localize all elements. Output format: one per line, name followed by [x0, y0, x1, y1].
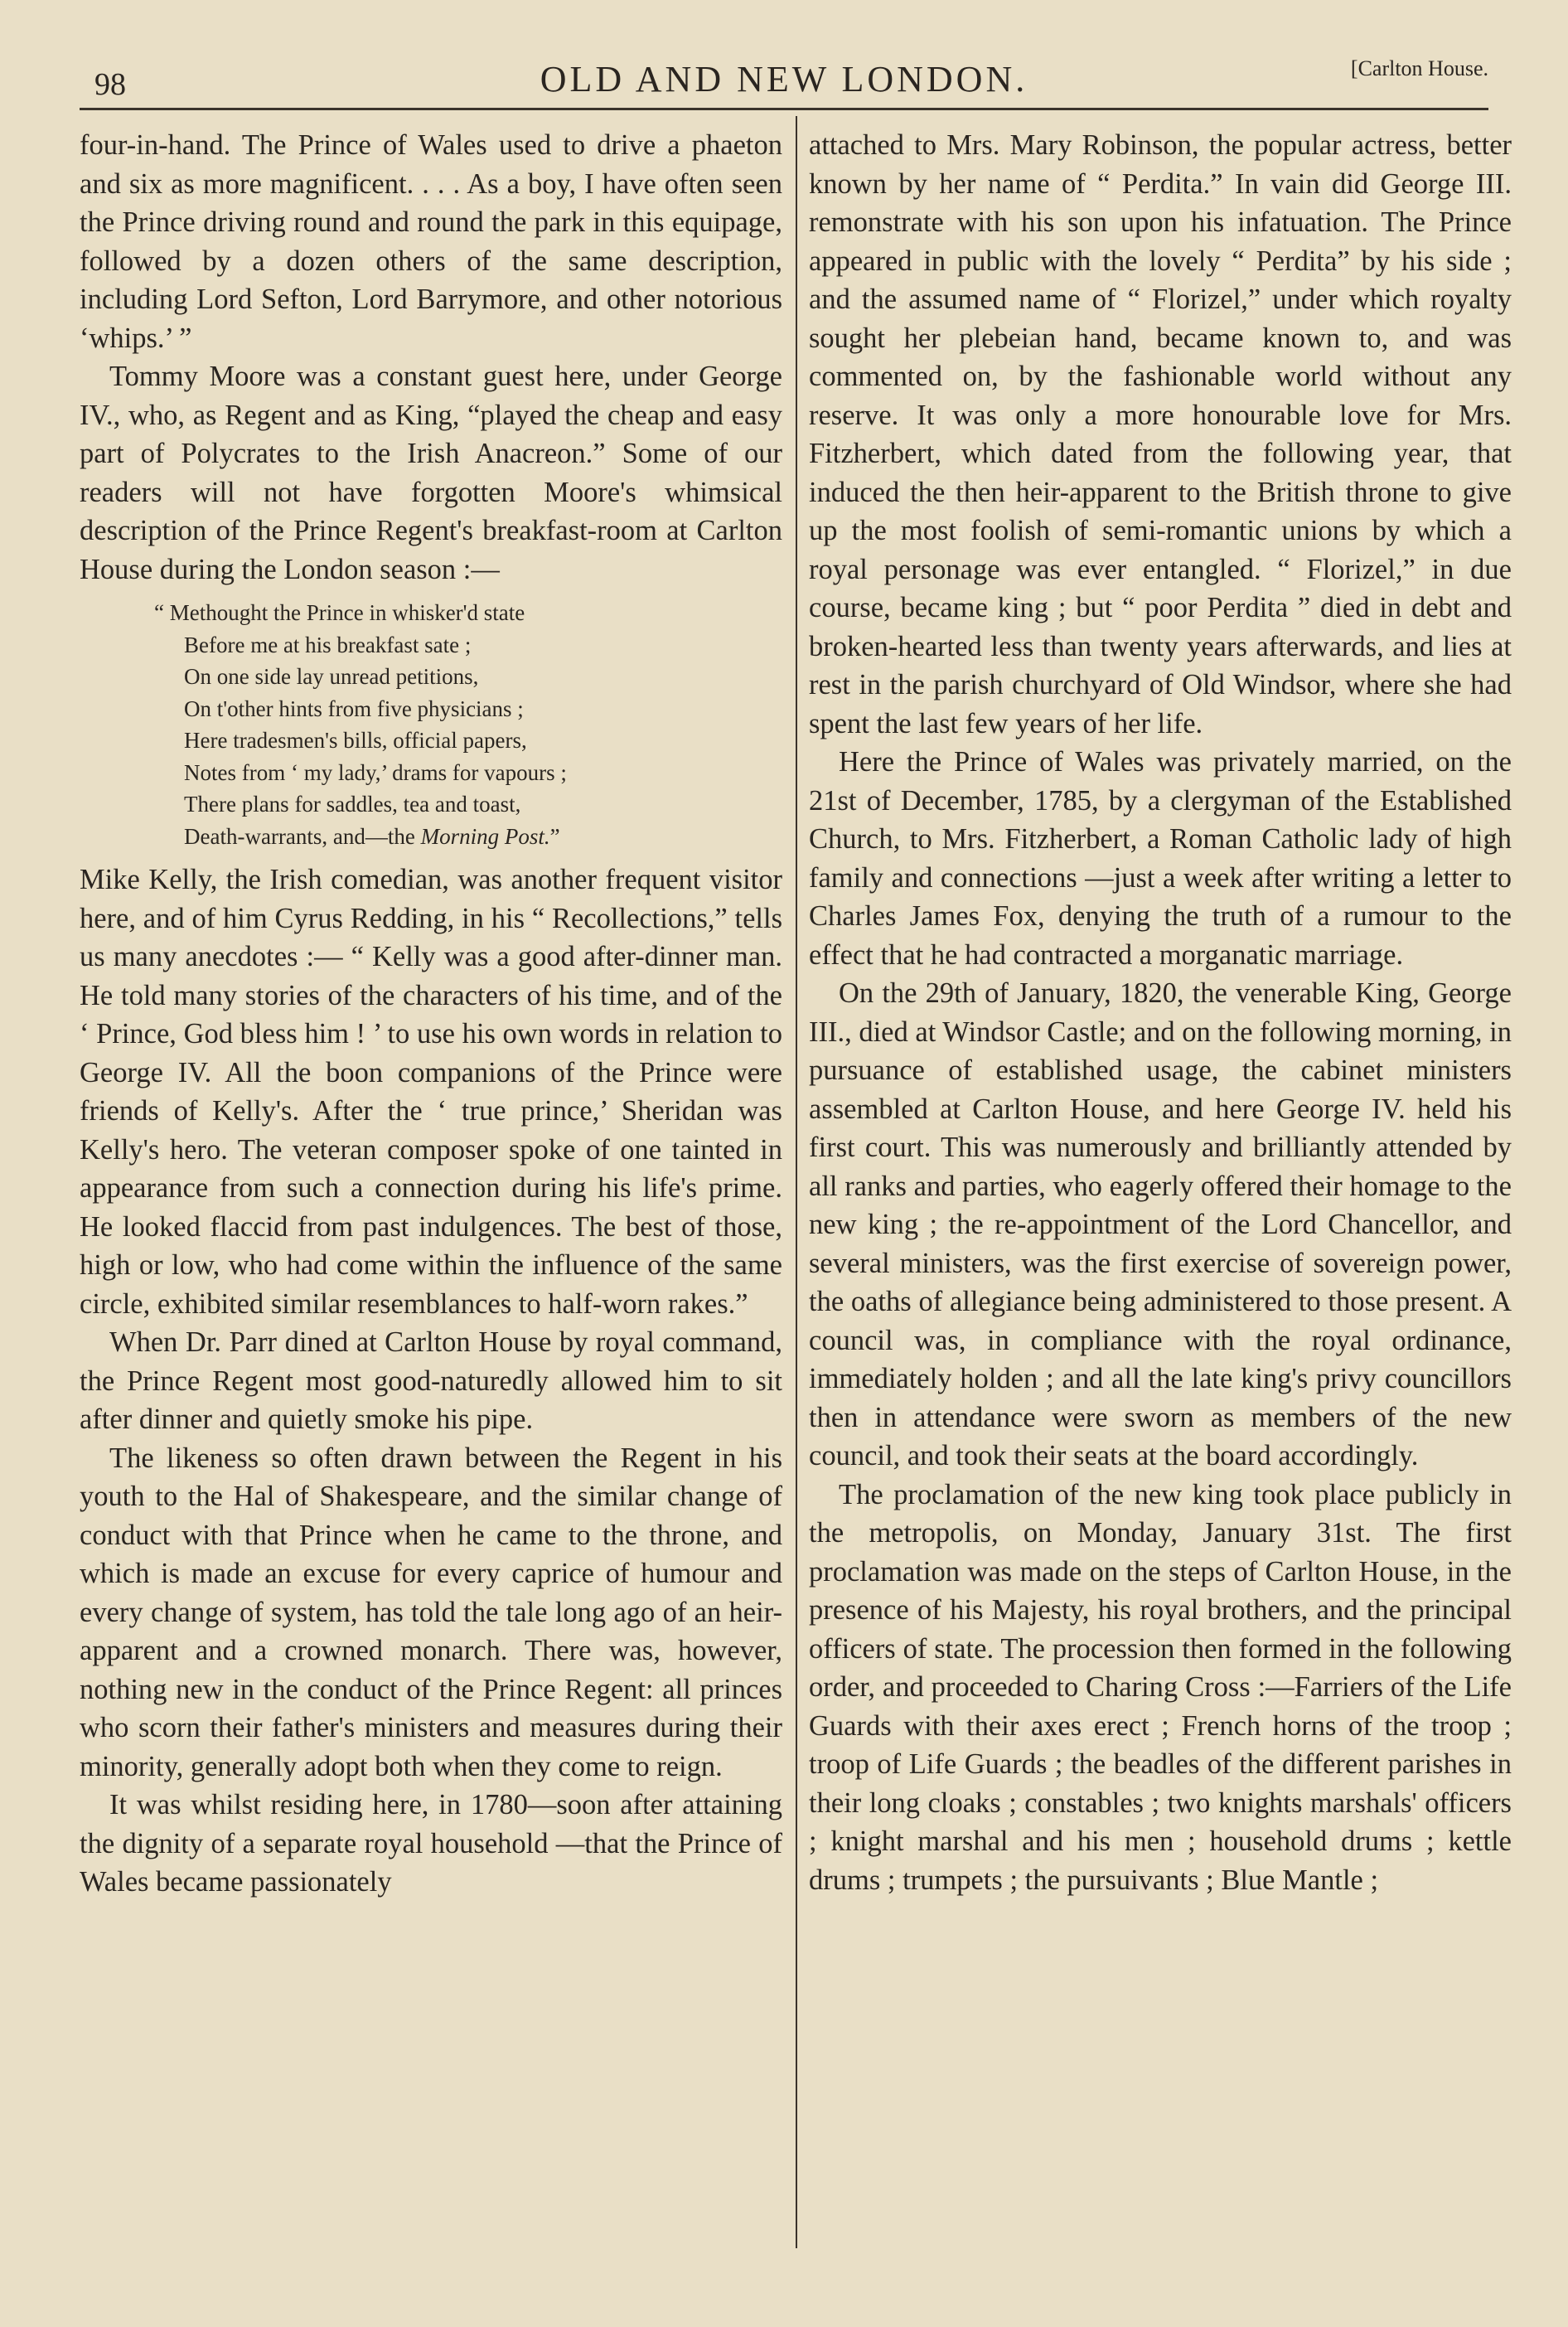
verse-line: Notes from ‘ my lady,’ drams for vapours ; [184, 759, 567, 785]
header-rule [80, 108, 1488, 110]
running-title: OLD AND NEW LONDON. [540, 59, 1028, 99]
page-header [80, 48, 1488, 106]
paragraph: Tommy Moore was a constant guest here, under George IV., who, as Regent and as King, “played the cheap and easy part of Polycrates to the Irish Anacreon.” Some of our readers will not have forgotten Moore's whimsical description of the Prince Regent's breakfast-room at Carlton House during the London season :— [80, 361, 782, 585]
column-divider [796, 116, 797, 2248]
left-column [80, 126, 782, 2248]
verse-line: On one side lay unread petitions, [184, 664, 479, 689]
section-heading: [Carlton House. [1350, 56, 1488, 80]
verse-text: ” [549, 823, 560, 849]
verse-line: Here tradesmen's bills, official papers, [184, 728, 527, 753]
paragraph: Mike Kelly, the Irish comedian, was another frequent visitor here, and of him Cyrus Redding, in his “ Recollections,” tells us many anecdotes :— “ Kelly was a good after-dinner man. He told many stories of the characters of his time, and of the ‘ Prince, God bless him ! ’ to use his own words in relation to George IV. All the boon companions of the Prince were friends of Kelly's. After the ‘ true prince,’ Sheridan was Kelly's hero. The veteran composer spoke of one tainted in appearance from such a connection during his life's prime. He looked flaccid from past indulgences. The best of those, high or low, who had come within the influence of the same circle, exhibited similar resemblances to half-worn rakes.” [80, 864, 782, 1320]
verse-line: Before me at his breakfast sate ; [184, 632, 472, 657]
verse-text: Death-warrants, and—the [184, 823, 421, 849]
verse-line: “ Methought the Prince in whisker'd state [154, 600, 525, 625]
verse-line [154, 821, 782, 853]
verse-line: There plans for saddles, tea and toast, [184, 792, 521, 817]
paragraph: The likeness so often drawn between the Regent in his youth to the Hal of Shakespeare, and the similar change of conduct with that Prince when he came to the throne, and which is made an excuse for every caprice of humour and every change of system, has told the tale long ago of an heir-apparent and a crowned monarch. There was, however, nothing new in the conduct of the Prince Regent: all princes who scorn their father's ministers and measures during their minority, generally adopt both when they come to reign. [80, 1442, 782, 1782]
paragraph: It was whilst residing here, in 1780—soon after attaining the dignity of a separate royal household —that the Prince of Wales became passionately [80, 1789, 782, 1898]
paragraph: The proclamation of the new king took place publicly in the metropolis, on Monday, January 31st. The first proclamation was made on the steps of Carlton House, in the presence of his Majesty, his royal brothers, and the principal officers of state. The procession then formed in the following order, and proceeded to Charing Cross :—Farriers of the Life Guards with their axes erect ; French horns of the troop ; troop of Life Guards ; the beadles of the different parishes in their long cloaks ; constables ; two knights marshals' officers ; knight marshal and his men ; household drums ; kettle drums ; trumpets ; the pursuivants ; Blue Mantle ; [809, 1478, 1512, 1896]
right-column [809, 126, 1512, 2248]
quoted-verse [154, 597, 782, 852]
page-number: 98 [94, 67, 126, 102]
verse-line: On t'other hints from five physicians ; [184, 696, 524, 721]
paragraph: On the 29th of January, 1820, the venerable King, George III., died at Windsor Castle; and on the following morning, in pursuance of established usage, the cabinet ministers assembled at Carlton House, and here George IV. held his first court. This was numerously and brilliantly attended by all ranks and parties, who eagerly offered their homage to the new king ; the re-appointment of the Lord Chancellor, and several ministers, was the first exercise of sovereign power, the oaths of allegiance being administered to those present. A council was, in compliance with the royal ordinance, immediately holden ; and all the late king's privy councillors then in attendance were sworn as members of the new council, and took their seats at the board accordingly. [809, 977, 1512, 1471]
paragraph: Here the Prince of Wales was privately married, on the 21st of December, 1785, by a clergyman of the Established Church, to Mrs. Fitzherbert, a Roman Catholic lady of high family and connections —just a week after writing a letter to Charles James Fox, denying the truth of a rumour to the effect that he had contracted a morganatic marriage. [809, 746, 1512, 971]
verse-italic: Morning Post. [420, 823, 550, 849]
paragraph: four-in-hand. The Prince of Wales used to drive a phaeton and six as more magnificent. . . . As a boy, I have often seen the Prince driving round and round the park in this equipage, followed by a dozen others of the same description, including Lord Sefton, Lord Barrymore, and other notorious ‘whips.’ ” [80, 129, 782, 354]
paragraph: When Dr. Parr dined at Carlton House by royal command, the Prince Regent most good-naturedly allowed him to sit after dinner and quietly smoke his pipe. [80, 1326, 782, 1435]
paragraph: attached to Mrs. Mary Robinson, the popular actress, better known by her name of “ Perdita.” In vain did George III. remonstrate with his son upon his infatuation. The Prince appeared in public with the lovely “ Perdita” by his side ; and the assumed name of “ Florizel,” under which royalty sought her plebeian hand, became known to, and was commented on, by the fashionable world without any reserve. It was only a more honourable love for Mrs. Fitzherbert, which dated from the following year, that induced the then heir-apparent to the British throne to give up the most foolish of semi-romantic unions by which a royal personage was ever entangled. “ Florizel,” in due course, became king ; but “ poor Perdita ” died in debt and broken-hearted less than twenty years afterwards, and lies at rest in the parish churchyard of Old Windsor, where she had spent the last few years of her life. [809, 129, 1512, 739]
